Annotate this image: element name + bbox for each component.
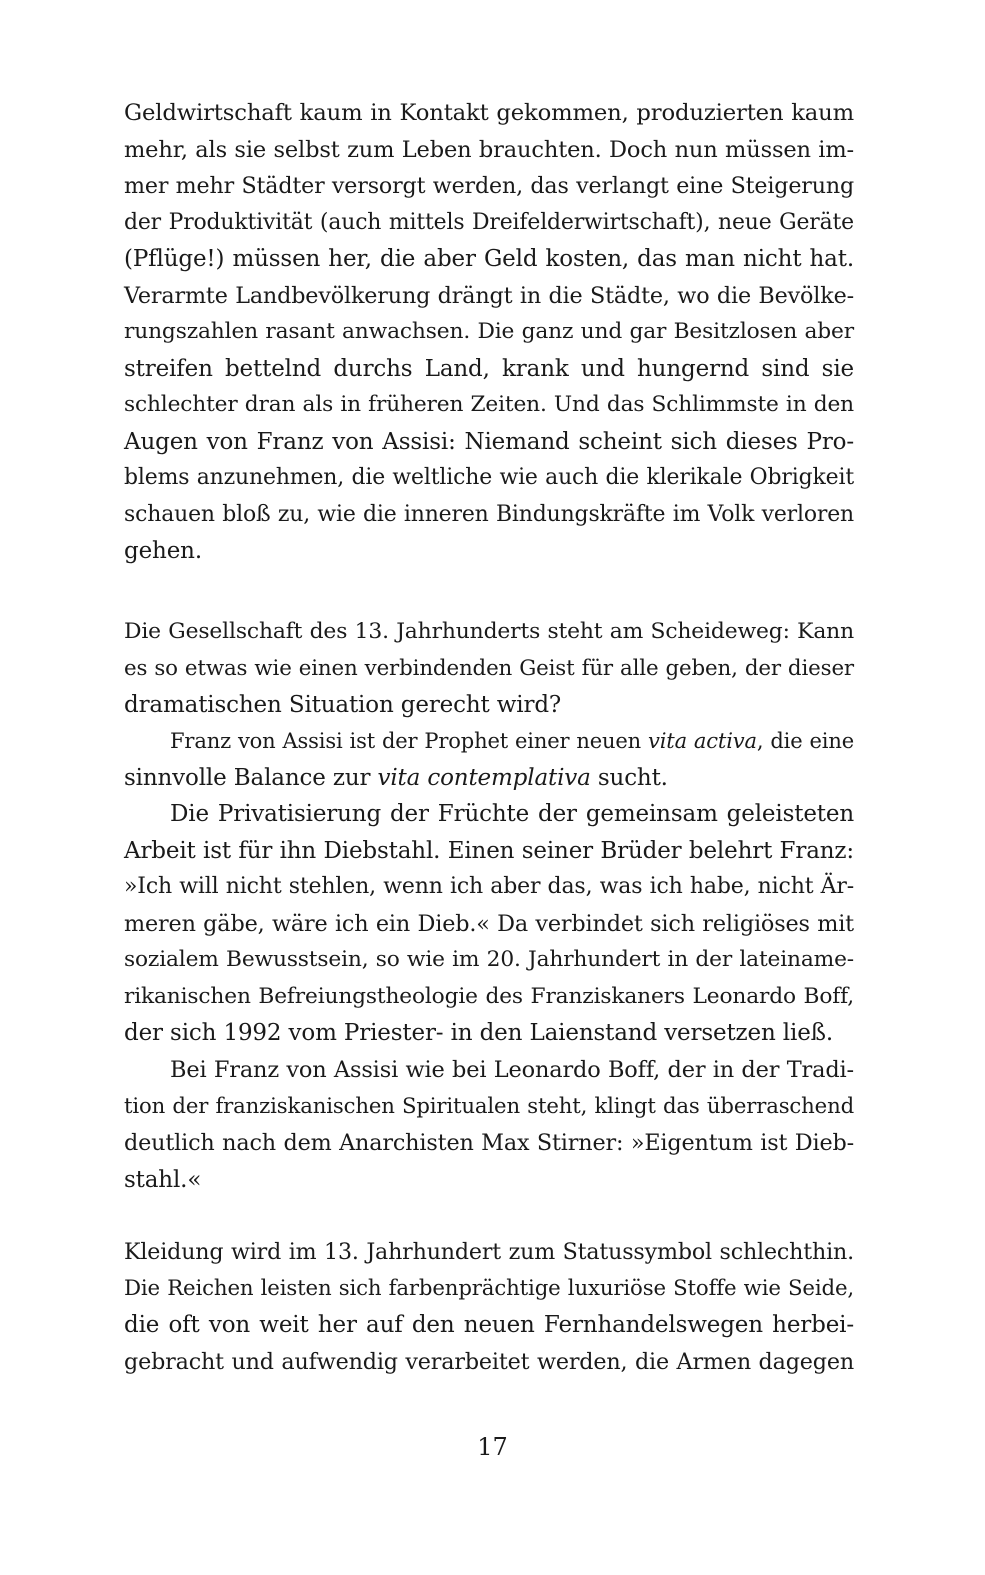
text-line [124, 723, 854, 760]
text-line: mehr, als sie selbst zum Leben brauchten. Doch nun müssen im- [124, 136, 854, 163]
paragraph-6 [124, 1234, 854, 1380]
italic-term: vita contemplativa [377, 764, 591, 791]
text-line: es so etwas wie einen verbindenden Geist für alle geben, der dieser [124, 655, 854, 681]
text-line: stahl.« [124, 1166, 202, 1193]
text-line: gebracht und aufwendig verarbeitet werden, die Armen dagegen [124, 1348, 854, 1375]
text-line [124, 760, 854, 797]
paragraph-5 [124, 1052, 854, 1198]
text-line: rungszahlen rasant anwachsen. Die ganz und gar Besitzlosen aber [124, 319, 854, 344]
text-run: , die eine [756, 728, 854, 753]
text-line: die oft von weit her auf den neuen Fernhandelswegen herbei- [124, 1312, 854, 1338]
text-line: Bei Franz von Assisi wie bei Leonardo Boff, der in der Tradi- [170, 1057, 854, 1083]
text-line: »Ich will nicht stehlen, wenn ich aber das, was ich habe, nicht Är- [124, 874, 854, 899]
text-line: blems anzunehmen, die weltliche wie auch die klerikale Obrigkeit [124, 465, 854, 490]
text-line: Arbeit ist für ihn Diebstahl. Einen seiner Brüder belehrt Franz: [124, 837, 854, 864]
text-line: rikanischen Befreiungstheologie des Franziskaners Leonardo Boff, [124, 983, 854, 1009]
text-line: schauen bloß zu, wie die inneren Bindungskräfte im Volk verloren [124, 501, 854, 527]
text-run: sucht. [590, 764, 668, 791]
italic-term: vita activa [648, 728, 757, 753]
text-line: mer mehr Städter versorgt werden, das verlangt eine Steigerung [124, 173, 854, 199]
paragraph-3 [124, 723, 854, 796]
paragraph-4 [124, 796, 854, 1052]
text-line: (Pflüge!) müssen her, die aber Geld kosten, das man nicht hat. [124, 246, 854, 272]
paragraph-2 [124, 614, 854, 724]
text-line: meren gäbe, wäre ich ein Dieb.« Da verbindet sich religiöses mit [124, 910, 854, 937]
page-number: 17 [477, 1433, 508, 1461]
text-line: tion der franziskanischen Spiritualen steht, klingt das überraschend [124, 1093, 854, 1119]
text-line: gehen. [124, 538, 202, 564]
text-line: schlechter dran als in früheren Zeiten. Und das Schlimmste in den [124, 392, 854, 417]
text-line: Geldwirtschaft kaum in Kontakt gekommen, produzierten kaum [124, 100, 854, 126]
text-line: sozialem Bewusstsein, so wie im 20. Jahrhundert in der lateiname- [124, 947, 854, 972]
text-line: Die Reichen leisten sich farbenprächtige luxuriöse Stoffe wie Seide, [124, 1275, 854, 1301]
text-line: Die Privatisierung der Früchte der gemeinsam geleisteten [170, 801, 854, 827]
paragraph-1 [124, 95, 854, 570]
text-line: Verarmte Landbevölkerung drängt in die Städte, wo die Bevölke- [124, 282, 854, 309]
text-line: Die Gesellschaft des 13. Jahrhunderts steht am Scheideweg: Kann [124, 619, 854, 644]
text-run: sinnvolle Balance zur [124, 764, 378, 791]
text-line: der sich 1992 vom Priester- in den Laienstand versetzen ließ. [124, 1020, 834, 1046]
text-line: Kleidung wird im 13. Jahrhundert zum Statussymbol schlechthin. [124, 1239, 854, 1265]
text-line: deutlich nach dem Anarchisten Max Stirner: »Eigentum ist Dieb- [124, 1130, 854, 1156]
text-line: dramatischen Situation gerecht wird? [124, 692, 562, 718]
text-line: streifen bettelnd durchs Land, krank und hungernd sind sie [124, 355, 854, 382]
text-line: Augen von Franz von Assisi: Niemand scheint sich dieses Pro- [124, 428, 854, 455]
text-run: Franz von Assisi ist der Prophet einer neuen [170, 728, 649, 753]
text-line: der Produktivität (auch mittels Dreifelderwirtschaft), neue Geräte [124, 209, 854, 235]
